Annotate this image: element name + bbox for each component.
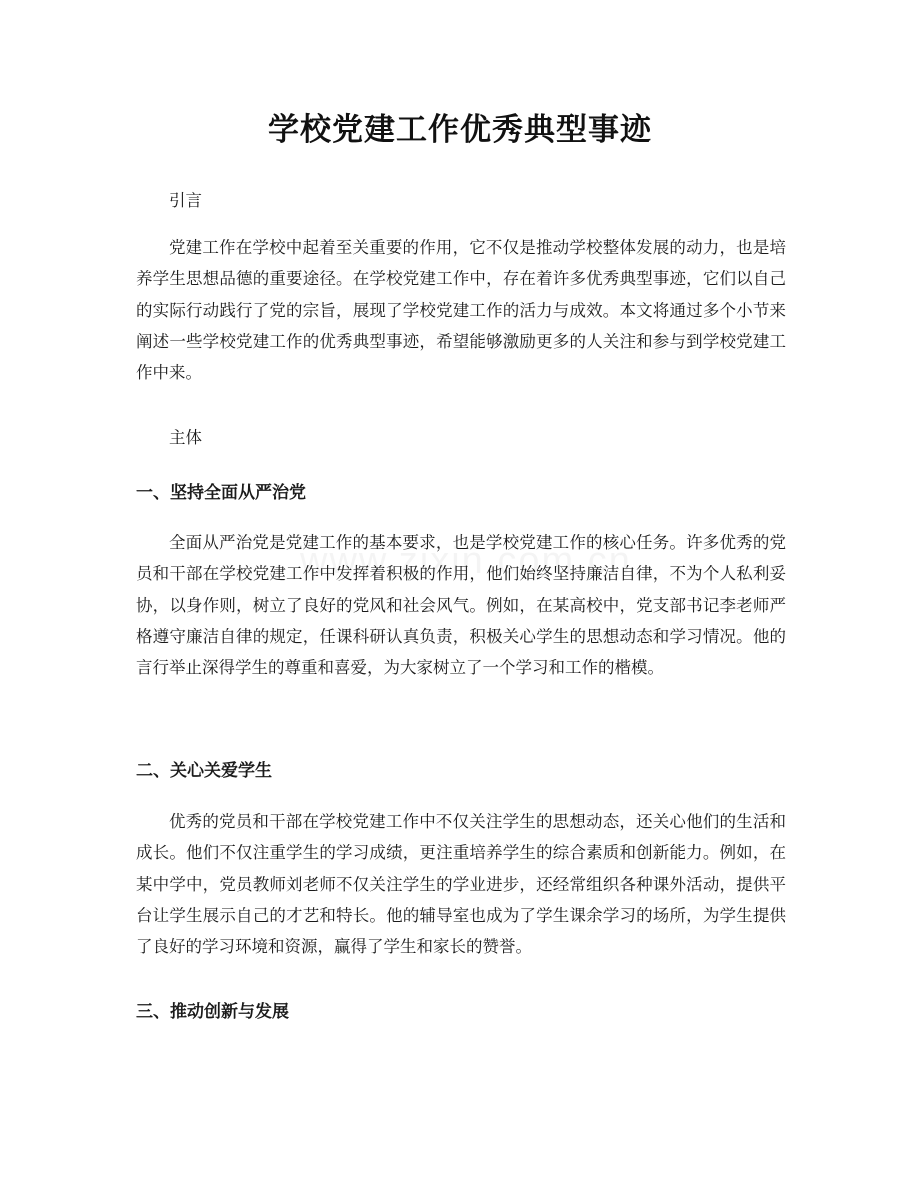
section-heading: 一、坚持全面从严治党 <box>136 483 306 503</box>
document-title: 学校党建工作优秀典型事迹 <box>268 112 652 148</box>
body-label: 主体 <box>169 428 202 447</box>
section-paragraph: 优秀的党员和干部在学校党建工作中不仅关注学生的思想动态，还关心他们的生活和成长。他们不仅注重学生的学习成绩，更注重培养学生的综合素质和创新能力。例如，在某中学中，党员教师刘老师不仅关注学生的学业进步，还经常组织各种课外活动，提供平台让学生展示自己的才艺和特长。他的辅导室也成为了学生课余学习的场所，为学生提供了良好的学习环境和资源，赢得了学生和家长的赞誉。 <box>136 812 786 957</box>
section-heading: 三、推动创新与发展 <box>136 1002 289 1022</box>
intro-label: 引言 <box>169 191 202 210</box>
section-heading: 二、关心关爱学生 <box>136 761 272 781</box>
intro-paragraph: 党建工作在学校中起着至关重要的作用，它不仅是推动学校整体发展的动力，也是培养学生思想品德的重要途径。在学校党建工作中，存在着许多优秀典型事迹，它们以自己的实际行动践行了党的宗旨，展现了学校党建工作的活力与成效。本文将通过多个小节来阐述一些学校党建工作的优秀典型事迹，希望能够激励更多的人关注和参与到学校党建工作中来。 <box>136 238 786 383</box>
section-paragraph: 全面从严治党是党建工作的基本要求，也是学校党建工作的核心任务。许多优秀的党员和干部在学校党建工作中发挥着积极的作用，他们始终坚持廉洁自律，不为个人私利妥协，以身作则，树立了良好的党风和社会风气。例如，在某高校中，党支部书记李老师严格遵守廉洁自律的规定，任课科研认真负责，积极关心学生的思想动态和学习情况。他的言行举止深得学生的尊重和喜爱，为大家树立了一个学习和工作的楷模。 <box>136 533 786 678</box>
